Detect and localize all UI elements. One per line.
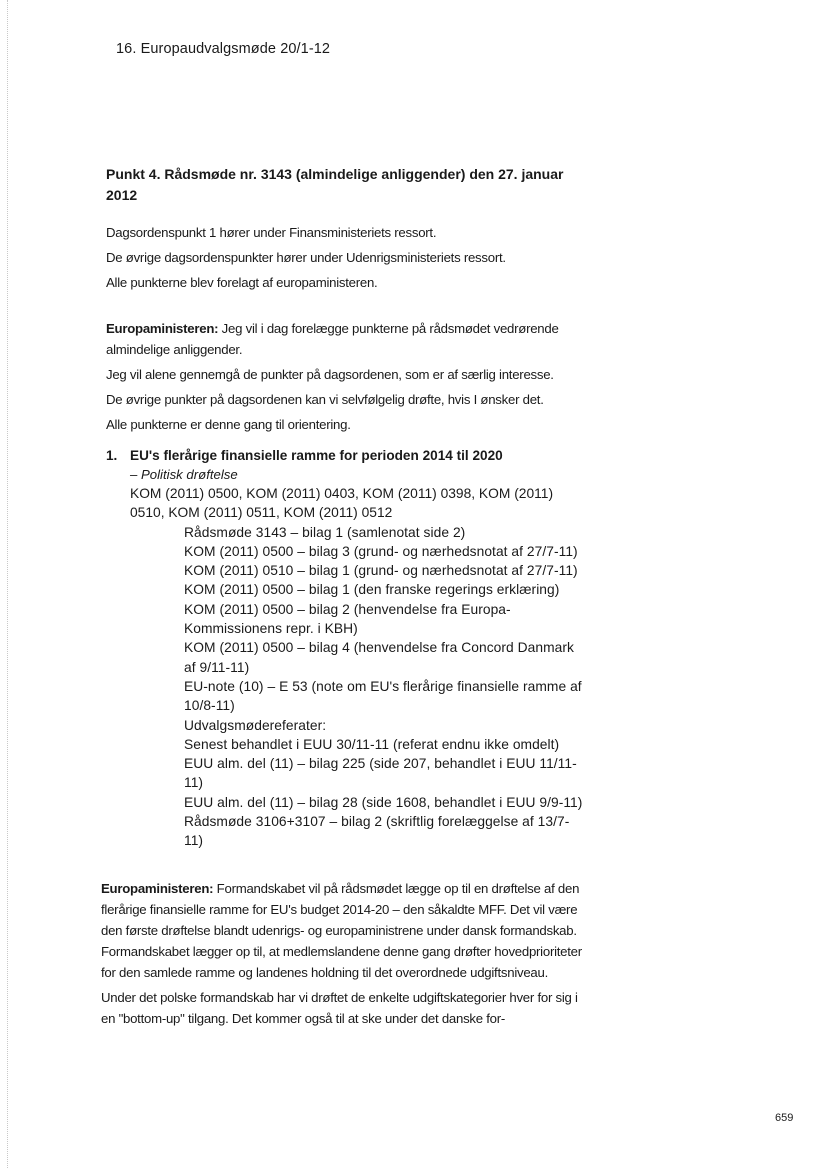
intro-line: De øvrige dagsordenspunkter hører under Udenrigsministeriets ressort. xyxy=(106,250,506,265)
minister-statement-2 xyxy=(101,878,589,1029)
document-references xyxy=(184,523,592,851)
reference-line: KOM (2011) 0500 – bilag 2 (henvendelse fra Europa- xyxy=(184,601,511,617)
reference-line: 11) xyxy=(184,775,204,791)
section-heading xyxy=(106,164,596,206)
minister-statement-1 xyxy=(106,318,596,435)
heading-line-1: Punkt 4. Rådsmøde nr. 3143 (almindelige anliggender) den 27. januar xyxy=(106,166,564,182)
reference-line: EUU alm. del (11) – bilag 225 (side 207, behandlet i EUU 11/11- xyxy=(184,756,577,772)
reference-line: KOM (2011) 0500 – bilag 4 (henvendelse fra Concord Danmark xyxy=(184,640,574,656)
running-header: 16. Europaudvalgsmøde 20/1-12 xyxy=(116,41,331,57)
speaker-label: Europaministeren: xyxy=(101,881,214,896)
page-number: 659 xyxy=(775,1112,794,1124)
intro-line: Alle punkterne blev forelagt af europaministeren. xyxy=(106,275,378,290)
reference-line: KOM (2011) 0510 – bilag 1 (grund- og nærhedsnotat af 27/7-11) xyxy=(184,563,578,579)
agenda-item-title xyxy=(106,446,596,465)
reference-line: 11) xyxy=(184,833,204,849)
statement-line: Jeg vil alene gennemgå de punkter på dagsordenen, som er af særlig interesse. xyxy=(106,367,554,382)
reference-line: EUU alm. del (11) – bilag 28 (side 1608, behandlet i EUU 9/9-11) xyxy=(184,794,583,810)
reference-line: KOM (2011) 0500 – bilag 3 (grund- og nærhedsnotat af 27/7-11) xyxy=(184,543,578,559)
reference-line: Rådsmøde 3106+3107 – bilag 2 (skriftlig forelæggelse af 13/7- xyxy=(184,814,570,830)
reference-line: EU-note (10) – E 53 (note om EU's flerårige finansielle ramme af xyxy=(184,678,582,694)
heading-line-2: 2012 xyxy=(106,187,138,203)
reference-line: af 9/11-11) xyxy=(184,659,250,675)
reference-line: Kommissionens repr. i KBH) xyxy=(184,621,358,637)
statement-text: Formandskabet vil på rådsmødet lægge op til en drøftelse af den flerårige finansielle ramme for EU's budget 2014-20 – den såkaldte MFF. Det vil være den første drøftelse blandt udenrigs- og europaministrene under dansk formandskab. Formandskabet lægger op til, at medlemslandene denne gang drøfter hovedprioriteter for den samlede ramme og landenes holdning til det overordnede udgiftsniveau. xyxy=(101,881,582,980)
reference-line: Udvalgsmødereferater: xyxy=(184,717,327,733)
statement-paragraph xyxy=(101,878,589,983)
scan-edge xyxy=(7,0,8,1168)
reference-line: Senest behandlet i EUU 30/11-11 (referat endnu ikke omdelt) xyxy=(184,736,560,752)
statement-text: Jeg vil i dag forelægge punkterne på rådsmødet vedrørende almindelige anliggender. xyxy=(106,321,559,357)
kom-line: 0510, KOM (2011) 0511, KOM (2011) 0512 xyxy=(130,505,393,521)
kom-line: KOM (2011) 0500, KOM (2011) 0403, KOM (2011) 0398, KOM (2011) xyxy=(130,486,554,501)
reference-line: 10/8-11) xyxy=(184,698,235,714)
statement-paragraph xyxy=(106,318,596,360)
reference-line: Rådsmøde 3143 – bilag 1 (samlenotat side 2) xyxy=(184,524,466,540)
speaker-label: Europaministeren: xyxy=(106,321,219,336)
intro-paragraphs xyxy=(106,222,596,293)
agenda-item-number: 1. xyxy=(106,448,118,463)
intro-line: Dagsordenspunkt 1 hører under Finansministeriets ressort. xyxy=(106,225,437,240)
reference-line: KOM (2011) 0500 – bilag 1 (den franske regerings erklæring) xyxy=(184,582,560,598)
agenda-item-1 xyxy=(106,446,596,851)
statement-line: De øvrige punkter på dagsordenen kan vi selvfølgelig drøfte, hvis I ønsker det. xyxy=(106,392,544,407)
statement-paragraph: Under det polske formandskab har vi drøftet de enkelte udgiftskategorier hver for sig i en "bottom-up" tilgang. Det kommer også til at ske under det danske for- xyxy=(101,990,578,1026)
statement-line: Alle punkterne er denne gang til orientering. xyxy=(106,417,351,432)
agenda-item-title-text: EU's flerårige finansielle ramme for perioden 2014 til 2020 xyxy=(130,448,503,463)
kom-references xyxy=(130,484,570,523)
agenda-item-subtitle: – Politisk drøftelse xyxy=(130,467,238,482)
